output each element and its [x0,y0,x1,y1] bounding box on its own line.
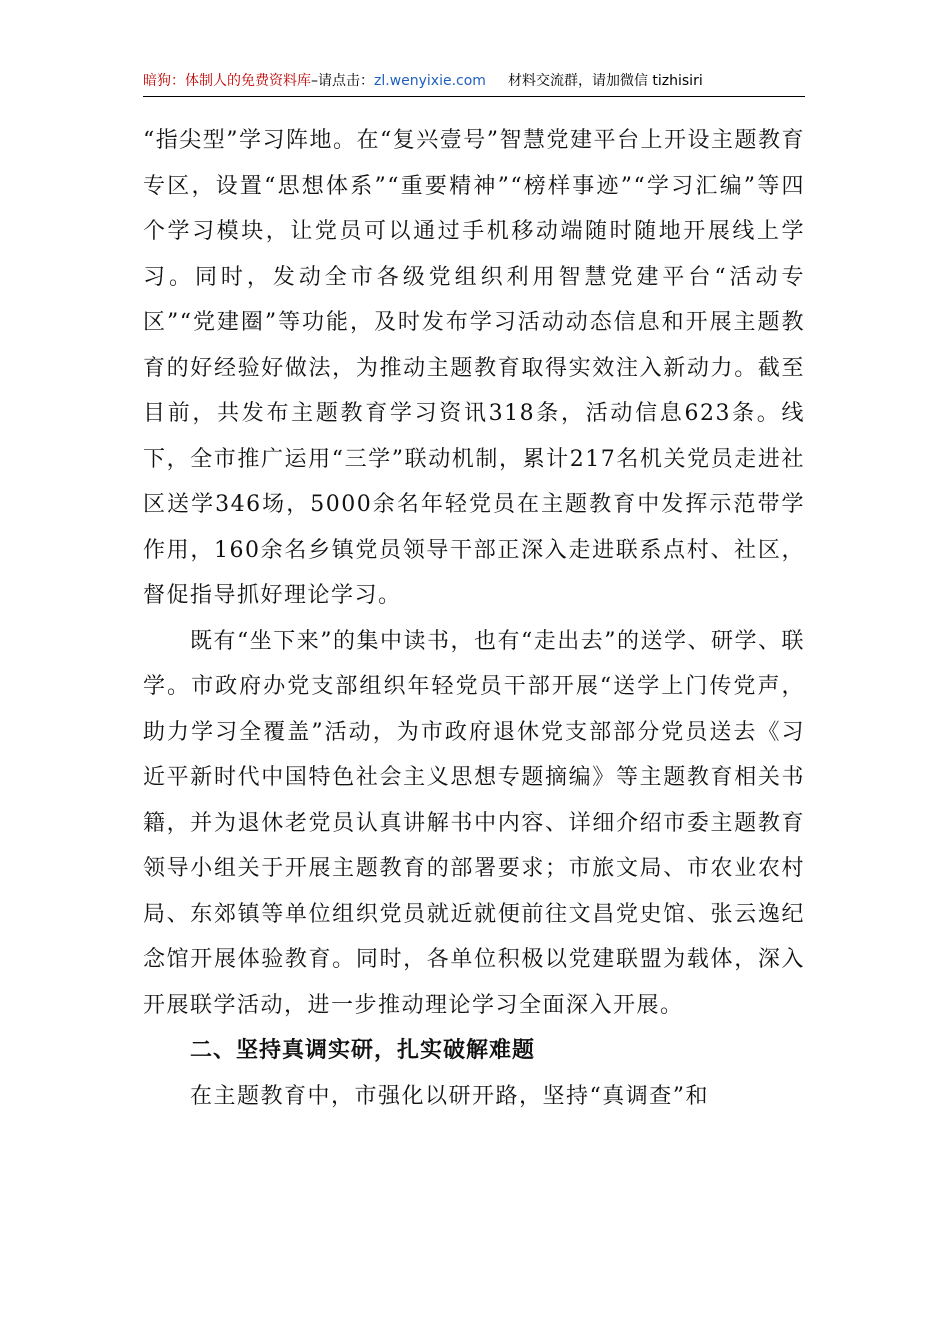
link-prompt: –请点击： [311,73,374,89]
resource-link[interactable]: zl.wenyixie.com [374,73,486,89]
page-header [143,70,805,97]
source-label: 暗狗：体制人的免费资料库 [143,73,311,89]
section-heading: 二、坚持真调实研，扎实破解难题 [190,1038,536,1063]
group-note: 材料交流群，请加微信 tizhisiri [507,73,703,89]
paragraph: 在主题教育中，市强化以研开路，坚持“真调查”和 [190,1083,709,1109]
paragraph: 既有“坐下来”的集中读书，也有“走出去”的送学、研学、联学。市政府办党支部组织年轻党员干部开展“送学上门传党声，助力学习全覆盖”活动，为市政府退休党支部部分党员送去《习近平新时代中国特色社会主义思想专题摘编》等主题教育相关书籍，并为退休老党员认真讲解书中内容、详细介绍市委主题教育领导小组关于开展主题教育的部署要求；市旅文局、市农业农村局、东郊镇等单位组织党员就近就便前往文昌党史馆、张云逸纪念馆开展体验教育。同时，各单位积极以党建联盟为载体，深入开展联学活动，进一步推动理论学习全面深入开展。 [143,628,805,1018]
paragraph: “指尖型”学习阵地。在“复兴壹号”智慧党建平台上开设主题教育专区，设置“思想体系”“重要精神”“榜样事迹”“学习汇编”等四个学习模块，让党员可以通过手机移动端随时随地开展线上学习。同时，发动全市各级党组织利用智慧党建平台“活动专区”“党建圈”等功能，及时发布学习活动动态信息和开展主题教育的好经验好做法，为推动主题教育取得实效注入新动力。截至目前，共发布主题教育学习资讯318条，活动信息623条。线下，全市推广运用“三学”联动机制，累计217名机关党员走进社区送学346场，5000余名年轻党员在主题教育中发挥示范带学作用，160余名乡镇党员领导干部正深入走进联系点村、社区，督促指导抓好理论学习。 [143,128,805,608]
document-body [143,118,805,1119]
